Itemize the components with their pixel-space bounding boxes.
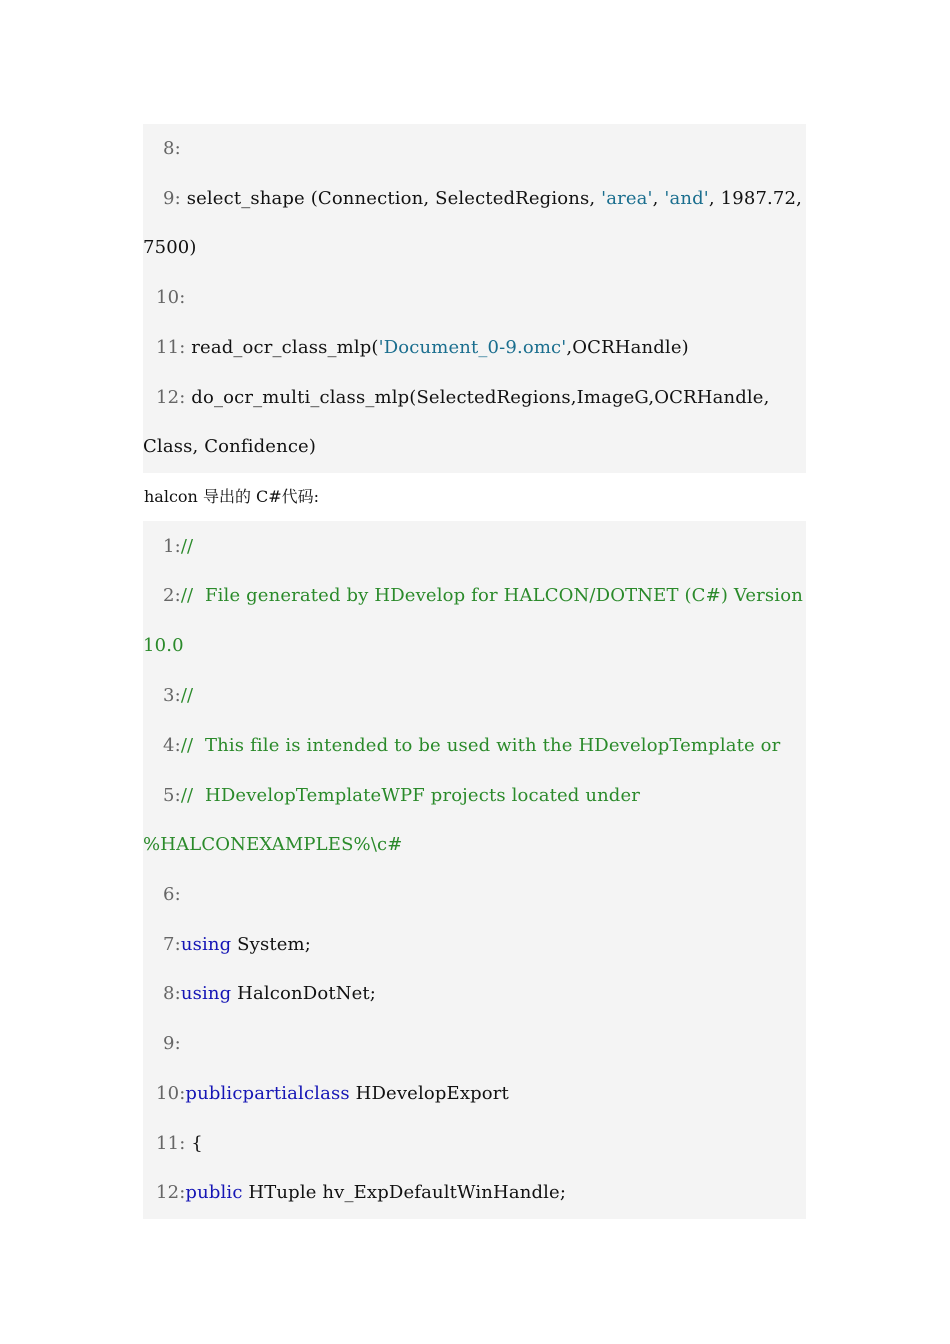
section-caption: halcon 导出的 C#代码:	[144, 487, 320, 506]
code-line	[143, 882, 806, 908]
line-number: 1:	[163, 536, 181, 557]
code-line	[143, 1081, 806, 1107]
code-text: Class, Confidence)	[143, 436, 317, 457]
code-line	[143, 733, 806, 759]
code-text: HDevelopExport	[349, 1083, 509, 1104]
code-text: 7500)	[143, 237, 197, 258]
code-comment: %HALCONEXAMPLES%\c#	[143, 834, 403, 855]
line-number: 8:	[163, 138, 181, 159]
line-number: 7:	[163, 934, 181, 955]
code-line	[143, 1180, 806, 1206]
code-text: ,OCRHandle)	[566, 337, 689, 358]
code-line	[143, 1031, 806, 1057]
line-number: 2:	[163, 585, 181, 606]
code-line-wrap	[143, 832, 806, 858]
code-keyword: publicpartialclass	[185, 1083, 350, 1104]
code-text: , 1987.72,	[708, 188, 803, 209]
code-line	[143, 534, 806, 560]
line-number: 12:	[156, 1182, 186, 1203]
line-number: 4:	[163, 735, 181, 756]
code-line	[143, 136, 806, 162]
code-text: HTuple hv_ExpDefaultWinHandle;	[242, 1182, 567, 1203]
code-line	[143, 285, 806, 311]
line-number: 3:	[163, 685, 181, 706]
code-comment: //	[180, 536, 194, 557]
code-comment: 10.0	[143, 635, 184, 656]
line-number: 9:	[163, 1033, 181, 1054]
code-block-csharp	[143, 521, 806, 1219]
code-comment: //	[180, 685, 194, 706]
code-line-wrap	[143, 434, 806, 460]
code-text: System;	[231, 934, 311, 955]
code-line-wrap	[143, 633, 806, 659]
line-number: 11:	[156, 337, 186, 358]
code-comment: // HDevelopTemplateWPF projects located under	[180, 785, 641, 806]
code-line	[143, 186, 806, 212]
code-keyword: public	[185, 1182, 243, 1203]
code-line	[143, 385, 806, 411]
code-line-wrap	[143, 235, 806, 261]
code-block-halcon	[143, 124, 806, 473]
line-number: 6:	[163, 884, 181, 905]
string-literal: 'Document_0-9.omc'	[378, 337, 567, 358]
code-comment: // This file is intended to be used with the HDevelopTemplate or	[180, 735, 781, 756]
code-keyword: using	[180, 983, 232, 1004]
code-line	[143, 1131, 806, 1157]
code-text: read_ocr_class_mlp(	[185, 337, 379, 358]
line-number: 5:	[163, 785, 181, 806]
line-number: 10:	[156, 287, 186, 308]
code-line	[143, 783, 806, 809]
code-text: select_shape (Connection, SelectedRegions,	[180, 188, 602, 209]
code-text: ,	[652, 188, 665, 209]
code-text: {	[185, 1133, 203, 1154]
string-literal: 'area'	[601, 188, 653, 209]
line-number: 9:	[163, 188, 181, 209]
code-line	[143, 932, 806, 958]
code-line	[143, 335, 806, 361]
code-line	[143, 683, 806, 709]
code-keyword: using	[180, 934, 232, 955]
code-comment: // File generated by HDevelop for HALCON/DOTNET (C#) Version	[180, 585, 803, 606]
code-text: HalconDotNet;	[231, 983, 377, 1004]
code-line	[143, 981, 806, 1007]
line-number: 10:	[156, 1083, 186, 1104]
line-number: 8:	[163, 983, 181, 1004]
code-line	[143, 583, 806, 609]
string-literal: 'and'	[664, 188, 709, 209]
code-text: do_ocr_multi_class_mlp(SelectedRegions,ImageG,OCRHandle,	[185, 387, 770, 408]
line-number: 11:	[156, 1133, 186, 1154]
line-number: 12:	[156, 387, 186, 408]
